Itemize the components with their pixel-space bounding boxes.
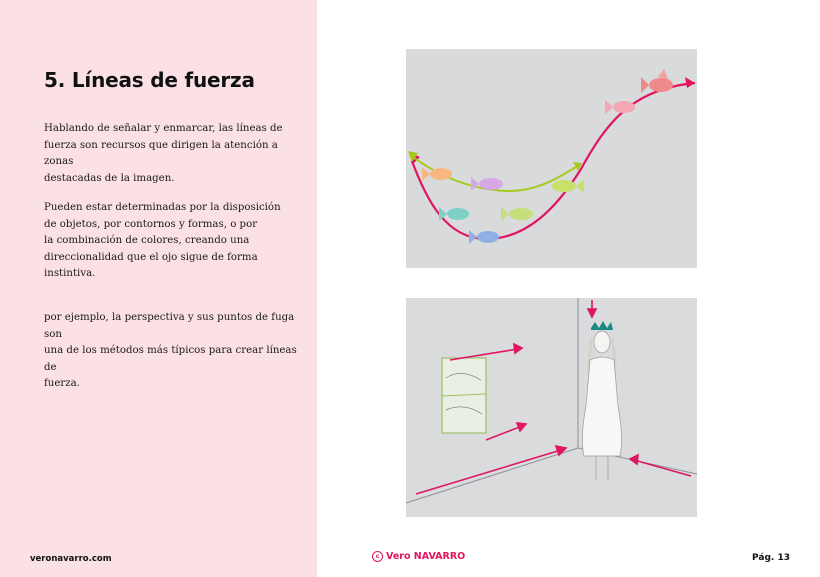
flying-fish-illustration	[406, 49, 697, 268]
paragraph-intro: Hablando de señalar y enmarcar, las líneas de fuerza son recursos que dirigen la atención a zonas destacadas de la imagen.	[44, 123, 283, 184]
fish-icon	[552, 179, 584, 193]
footer-website[interactable]: veronavarro.com	[30, 554, 112, 564]
page-number: Pág. 13	[752, 553, 790, 563]
paragraph-determination: Pueden estar determinadas por la disposición de objetos, por contornos y formas, o por la combinación de colores, creando una direccionalidad que el ojo sigue de forma instintiva.	[44, 202, 281, 280]
fish-icon	[469, 230, 499, 244]
fish-icon	[501, 207, 533, 221]
paragraph-perspective: por ejemplo, la perspectiva y sus puntos de fuga son una de los métodos más típicos para crear líneas de fuerza.	[44, 312, 297, 390]
brand-name: Vero NAVARRO	[386, 551, 466, 562]
perspective-graphic	[406, 298, 697, 517]
fish-icon	[422, 167, 452, 181]
fish-lines-graphic	[406, 49, 697, 268]
arrowhead-right	[685, 77, 695, 88]
footer-brand	[372, 551, 465, 562]
page-title: 5. Líneas de fuerza	[44, 68, 255, 92]
fish-icon	[605, 100, 635, 114]
copyright-icon: c	[372, 551, 383, 562]
room-perspective-illustration	[406, 298, 697, 517]
fish-icon	[641, 69, 673, 93]
woman-figure	[582, 321, 621, 480]
fish-icon	[471, 177, 503, 191]
